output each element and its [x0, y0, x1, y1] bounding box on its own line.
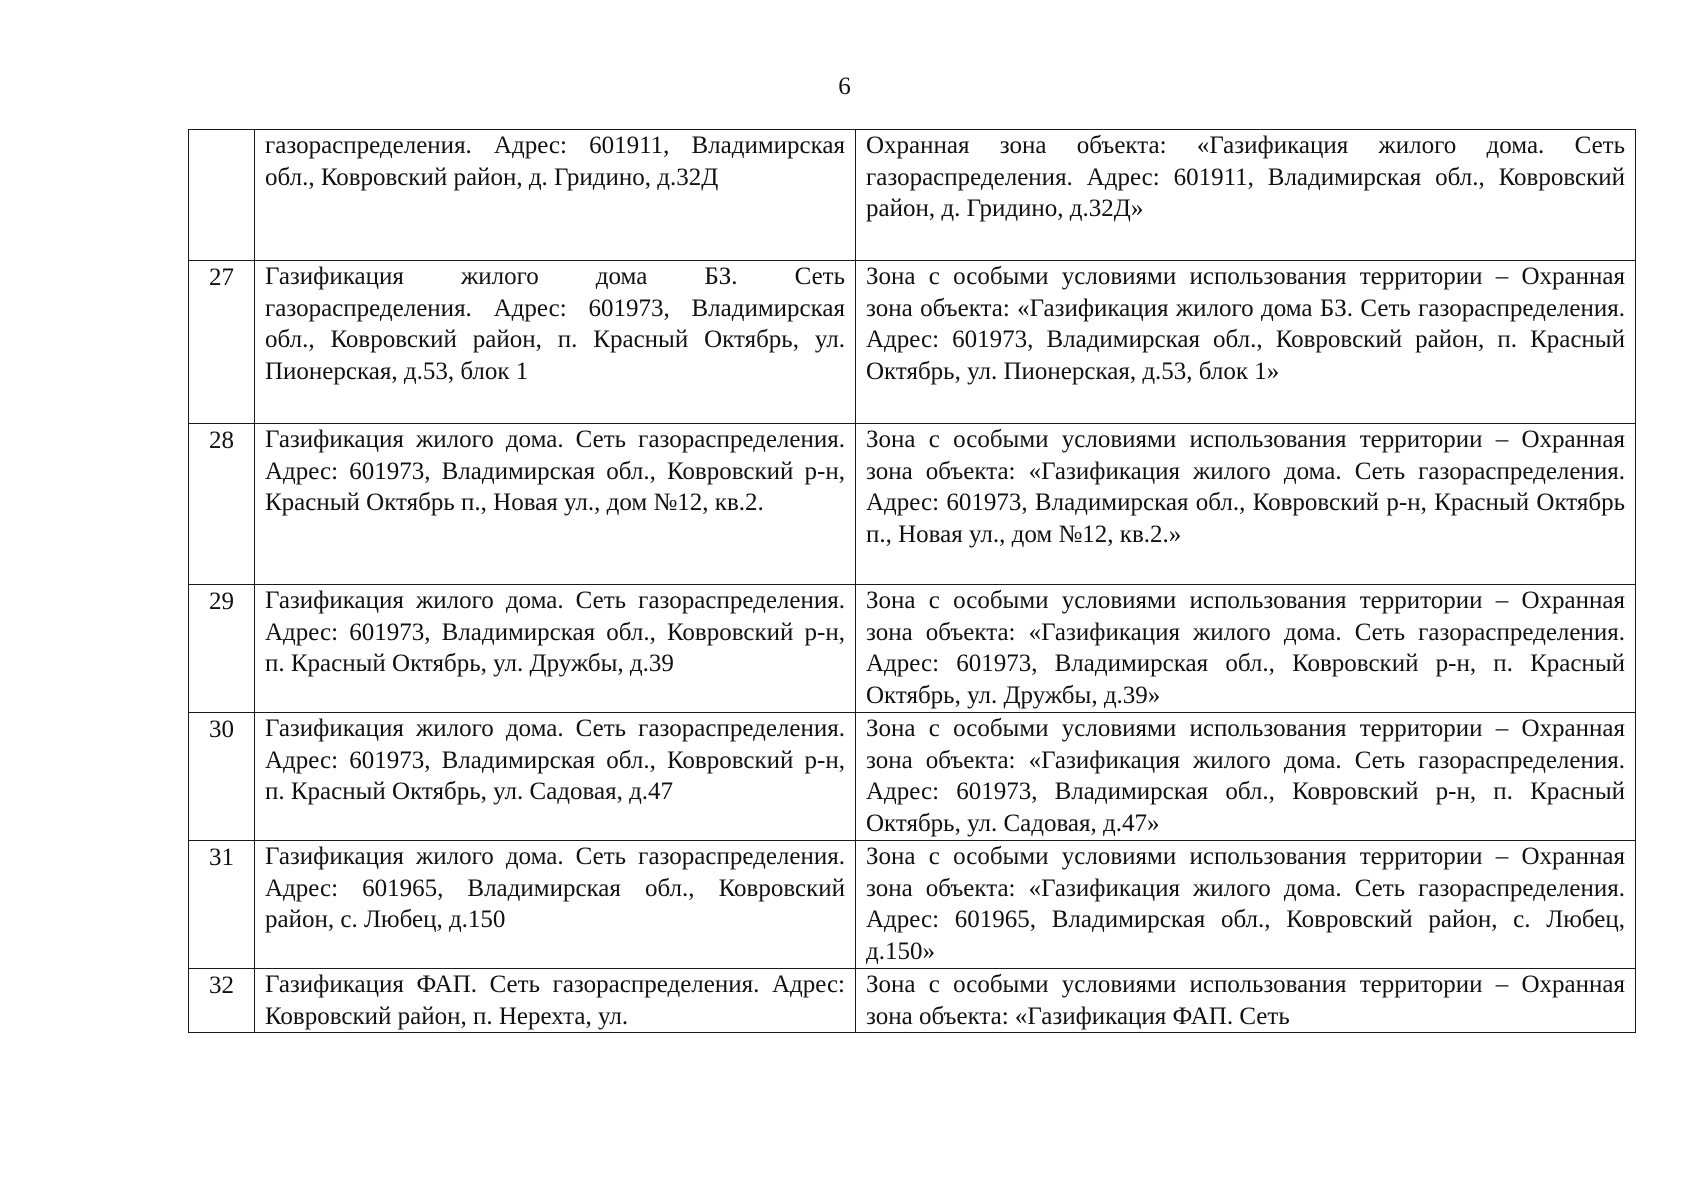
- table-row: [189, 585, 1636, 713]
- row-number-cell: 30: [189, 713, 255, 841]
- registry-table: [188, 129, 1636, 1033]
- table-row: [189, 713, 1636, 841]
- table-row: [189, 841, 1636, 969]
- row-number-cell: 32: [189, 969, 255, 1033]
- table-row: [189, 261, 1636, 424]
- table-row: [189, 424, 1636, 585]
- row-number-cell: 28: [189, 424, 255, 585]
- zone-cell: Зона с особыми условиями использования территории – Охранная зона объекта: «Газификация жилого дома. Сеть газораспределения. Адрес: 601973, Владимирская обл., Ковровский р-н, п. Красный Октябрь, ул. Садовая, д.47»: [856, 713, 1636, 841]
- zone-cell: Зона с особыми условиями использования территории – Охранная зона объекта: «Газификация жилого дома. Сеть газораспределения. Адрес: 601973, Владимирская обл., Ковровский р-н, п. Красный Октябрь, ул. Дружбы, д.39»: [856, 585, 1636, 713]
- object-cell: Газификация ФАП. Сеть газораспределения. Адрес: Ковровский район, п. Нерехта, ул.: [255, 969, 856, 1033]
- object-cell: газораспределения. Адрес: 601911, Владимирская обл., Ковровский район, д. Гридино, д.32Д: [255, 130, 856, 261]
- row-number-cell: 29: [189, 585, 255, 713]
- row-number-cell: 31: [189, 841, 255, 969]
- zone-cell: Зона с особыми условиями использования территории – Охранная зона объекта: «Газификация ФАП. Сеть: [856, 969, 1636, 1033]
- object-cell: Газификация жилого дома БЗ. Сеть газораспределения. Адрес: 601973, Владимирская обл., Ковровский район, п. Красный Октябрь, ул. Пионерская, д.53, блок 1: [255, 261, 856, 424]
- object-cell: Газификация жилого дома. Сеть газораспределения. Адрес: 601973, Владимирская обл., Ковровский р-н, Красный Октябрь п., Новая ул., дом №12, кв.2.: [255, 424, 856, 585]
- zone-cell: Зона с особыми условиями использования территории – Охранная зона объекта: «Газификация жилого дома. Сеть газораспределения. Адрес: 601973, Владимирская обл., Ковровский р-н, Красный Октябрь п., Новая ул., дом №12, кв.2.»: [856, 424, 1636, 585]
- zone-cell: Охранная зона объекта: «Газификация жилого дома. Сеть газораспределения. Адрес: 601911, Владимирская обл., Ковровский район, д. Гридино, д.32Д»: [856, 130, 1636, 261]
- row-number-cell: 27: [189, 261, 255, 424]
- object-cell: Газификация жилого дома. Сеть газораспределения. Адрес: 601965, Владимирская обл., Ковровский район, с. Любец, д.150: [255, 841, 856, 969]
- table-row: [189, 969, 1636, 1033]
- table-row: [189, 130, 1636, 261]
- zone-cell: Зона с особыми условиями использования территории – Охранная зона объекта: «Газификация жилого дома БЗ. Сеть газораспределения. Адрес: 601973, Владимирская обл., Ковровский район, п. Красный Октябрь, ул. Пионерская, д.53, блок 1»: [856, 261, 1636, 424]
- zone-cell: Зона с особыми условиями использования территории – Охранная зона объекта: «Газификация жилого дома. Сеть газораспределения. Адрес: 601965, Владимирская обл., Ковровский район, с. Любец, д.150»: [856, 841, 1636, 969]
- object-cell: Газификация жилого дома. Сеть газораспределения. Адрес: 601973, Владимирская обл., Ковровский р-н, п. Красный Октябрь, ул. Садовая, д.47: [255, 713, 856, 841]
- row-number-cell: [189, 130, 255, 261]
- object-cell: Газификация жилого дома. Сеть газораспределения. Адрес: 601973, Владимирская обл., Ковровский р-н, п. Красный Октябрь, ул. Дружбы, д.39: [255, 585, 856, 713]
- page-number: 6: [838, 73, 851, 100]
